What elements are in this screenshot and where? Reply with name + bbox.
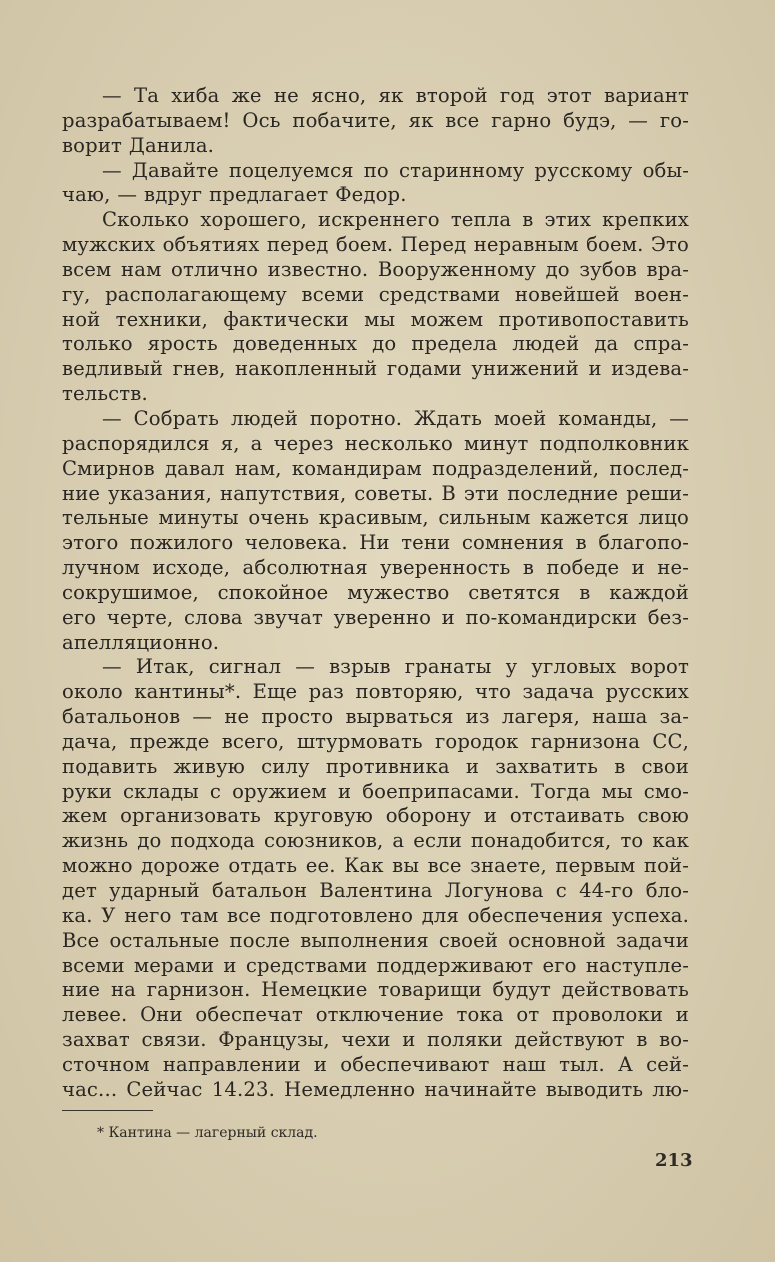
footnote-divider xyxy=(62,1110,153,1111)
text-line: лучном исходе, абсолютная уверенность в победе и не- xyxy=(62,556,689,580)
text-line: этого пожилого человека. Ни тени сомнения в благопо- xyxy=(62,531,689,555)
text-line: только ярость доведенных до предела людей да спра- xyxy=(62,332,689,356)
text-line: левее. Они обеспечат отключение тока от проволоки и xyxy=(62,1003,689,1027)
main-text xyxy=(62,84,689,1103)
text-line: дача, прежде всего, штурмовать городок гарнизона СС, xyxy=(62,729,689,753)
text-line: жем организовать круговую оборону и отстаивать свою xyxy=(62,804,689,828)
page-body xyxy=(62,84,689,1103)
text-line: Смирнов давал нам, командирам подразделений, послед- xyxy=(62,456,689,480)
text-line: — Итак, сигнал — взрыв гранаты у угловых ворот xyxy=(102,655,689,679)
text-line: можно дороже отдать ее. Как вы все знаете, первым пой- xyxy=(62,854,689,878)
text-line: распорядился я, а через несколько минут подполковник xyxy=(62,431,689,455)
text-line: сокрушимое, спокойное мужество светятся в каждой xyxy=(62,580,689,604)
text-line: всеми мерами и средствами поддерживают его наступле- xyxy=(62,953,689,977)
text-line: дет ударный батальон Валентина Логунова с 44-го бло- xyxy=(62,879,689,902)
text-line: Все остальные после выполнения своей основной задачи xyxy=(62,928,689,952)
text-line: час... Сейчас 14.23. Немедленно начинайте выводить лю- xyxy=(62,1077,689,1101)
text-line: тельные минуты очень красивым, сильным кажется лицо xyxy=(62,506,689,530)
text-line: жизнь до подхода союзников, а если понадобится, то как xyxy=(62,829,689,853)
text-line: сточном направлении и обеспечивают наш тыл. А сей- xyxy=(62,1052,689,1076)
text-line: — Давайте поцелуемся по старинному русскому обы- xyxy=(102,158,689,182)
text-line: гу, располагающему всеми средствами новейшей воен- xyxy=(62,282,689,306)
text-line: захват связи. Французы, чехи и поляки действуют в во- xyxy=(62,1028,689,1052)
text-line: ведливый гнев, накопленный годами унижений и издева- xyxy=(62,357,689,381)
text-line: разрабатываем! Ось побачите, як все гарно будэ, — го- xyxy=(62,108,689,132)
text-line: тельств. xyxy=(62,382,148,406)
text-line: всем нам отлично известно. Вооруженному до зубов вра- xyxy=(62,257,689,281)
text-line: — Та хиба же не ясно, як второй год этот вариант xyxy=(102,84,689,107)
text-line: чаю, — вдруг предлагает Федор. xyxy=(62,183,407,207)
text-line: ние указания, напутствия, советы. В эти последние реши- xyxy=(62,481,689,505)
text-line: ной техники, фактически мы можем противопоставить xyxy=(62,307,689,331)
page-number: 213 xyxy=(655,1150,693,1171)
text-line: мужских объятиях перед боем. Перед неравным боем. Это xyxy=(62,233,689,257)
text-line: Сколько хорошего, искреннего тепла в этих крепких xyxy=(102,208,689,232)
text-line: его черте, слова звучат уверенно и по-командирски без- xyxy=(62,605,689,629)
text-line: батальонов — не просто вырваться из лагеря, наша за- xyxy=(62,705,689,729)
text-line: подавить живую силу противника и захватить в свои xyxy=(62,754,689,778)
text-line: апелляционно. xyxy=(62,630,220,654)
footnote: * Кантина — лагерный склад. xyxy=(97,1125,318,1141)
text-line: — Собрать людей поротно. Ждать моей команды, — xyxy=(102,406,689,430)
text-line: ка. У него там все подготовлено для обеспечения успеха. xyxy=(62,903,689,927)
text-line: около кантины*. Еще раз повторяю, что задача русских xyxy=(62,680,689,704)
text-line: ние на гарнизон. Немецкие товарищи будут действовать xyxy=(62,978,689,1002)
text-line: ворит Данила. xyxy=(62,133,215,157)
text-line: руки склады с оружием и боеприпасами. Тогда мы смо- xyxy=(62,779,689,803)
